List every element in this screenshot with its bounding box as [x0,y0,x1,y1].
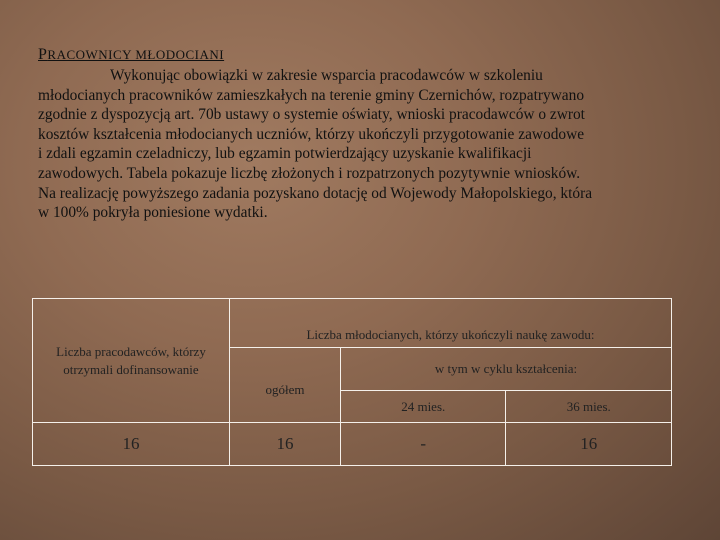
months36-header-cell [506,390,672,422]
months36-header: 36 mies. [566,398,611,414]
paragraph-line: w 100% pokryła poniesione wydatki. [38,204,268,222]
body-paragraph [38,66,688,223]
total-value: 16 [230,423,341,466]
employers-header-cell [33,299,230,423]
slide-title [38,46,224,64]
cycle-header: w tym w cyklu kształcenia: [434,360,578,376]
total-header: ogółem [265,382,305,398]
paragraph-line: i zdali egzamin czeladniczy, lub egzamin potwierdzający uzyskanie kwalifikacji [38,145,532,163]
total-header-cell [230,348,341,423]
employers-header: Liczba pracodawców, którzy otrzymali dofinansowanie [56,343,206,377]
title-rest: RACOWNICY MŁODOCIANI [47,47,225,62]
paragraph-line: młodocianych pracowników zamieszkałych na terenie gminy Czernichów, rozpatrywano [38,86,585,104]
table-row [33,423,672,466]
paragraph-line: kosztów kształcenia młodocianych uczniów, którzy ukończyli przygotowanie zawodowe [38,125,585,143]
cycle-header-cell [341,348,672,391]
graduates-header: Liczba młodocianych, którzy ukończyli naukę zawodu: [306,327,595,343]
employers-value: 16 [33,423,230,466]
paragraph-line: Wykonując obowiązki w zakresie wsparcia pracodawców w szkoleniu [110,67,543,84]
title-first-letter: P [38,46,48,63]
statistics-table [32,298,672,466]
graduates-header-cell [230,299,672,348]
paragraph-line: Na realizację powyższego zadania pozyskano dotację od Wojewody Małopolskiego, która [38,184,593,202]
months24-header: 24 mies. [401,398,446,414]
months36-value: 16 [506,423,672,466]
months24-value: - [341,423,506,466]
months24-header-cell [341,390,506,422]
paragraph-line: zawodowych. Tabela pokazuje liczbę złożonych i rozpatrzonych pozytywnie wniosków. [38,164,581,182]
paragraph-line: zgodnie z dyspozycją art. 70b ustawy o systemie oświaty, wnioski pracodawców o zwrot [38,106,585,124]
